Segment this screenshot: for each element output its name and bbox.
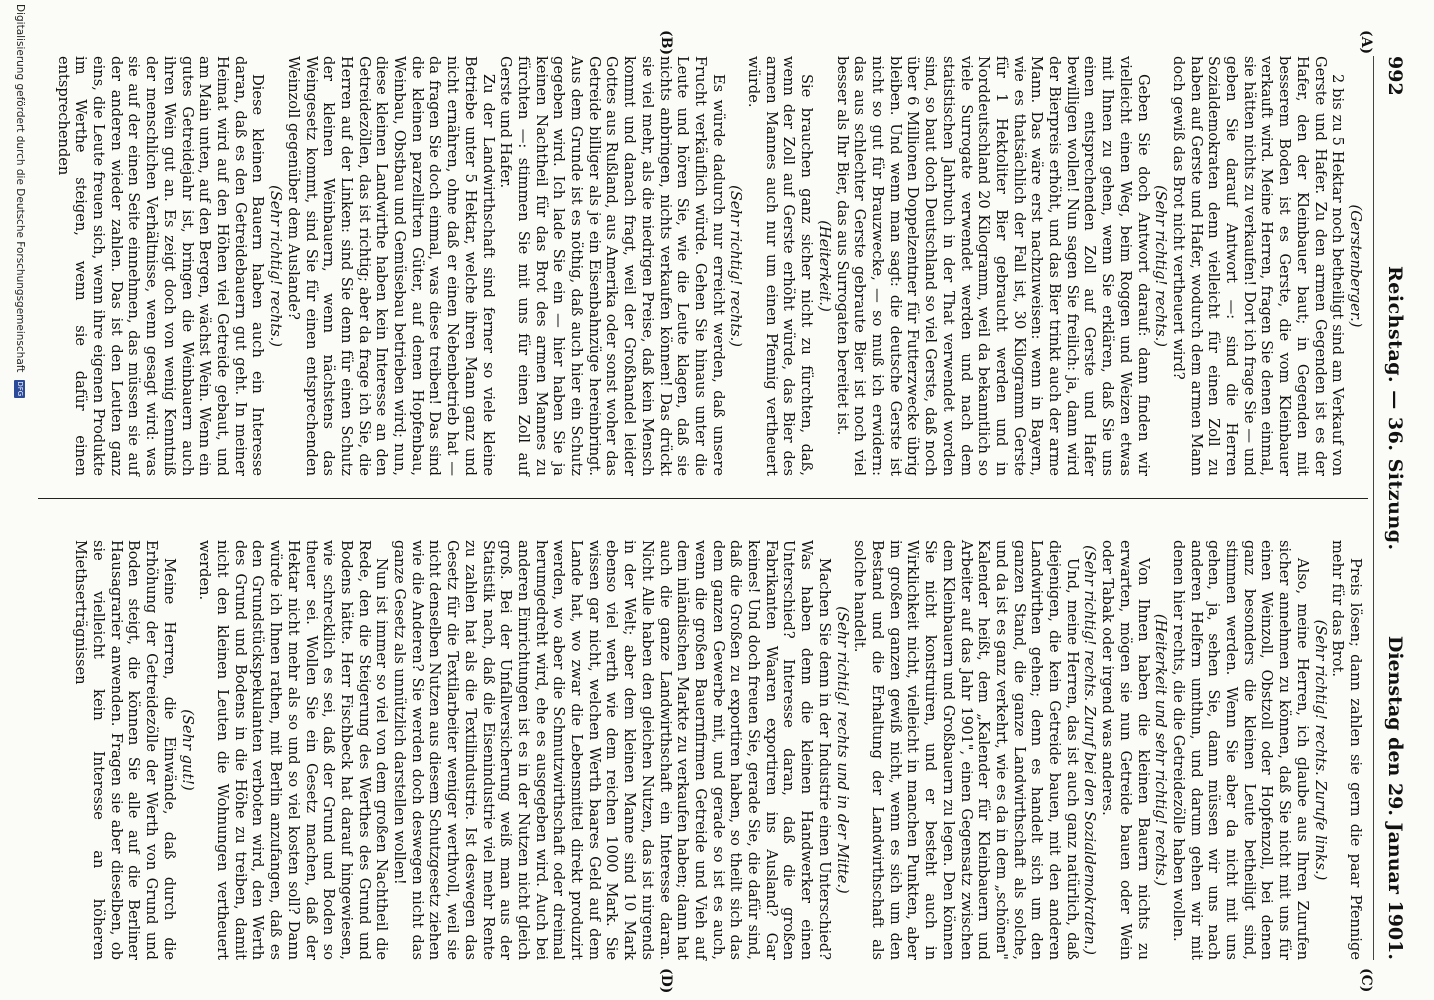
interjection: (Sehr richtig! rechts. Zuruf bei den Sozialdemokraten.) bbox=[1081, 545, 1099, 955]
dfg-logo-icon: DFG bbox=[16, 381, 25, 397]
paragraph: Preis lösen; dann zahlen sie gern die paar Pfennige mehr für das Brot. bbox=[1329, 540, 1364, 960]
page-header bbox=[1376, 56, 1410, 960]
interjection: (Heiterkeit und sehr richtig! rechts.) bbox=[1152, 613, 1170, 887]
footer-credit bbox=[14, 4, 26, 398]
page-number: 992 bbox=[1384, 56, 1406, 96]
interjection: (Sehr richtig! rechts.) bbox=[267, 185, 285, 347]
interjection: (Sehr richtig! rechts.) bbox=[1152, 185, 1170, 347]
paragraph: Machen Sie denn in der Industrie einen Unterschied? Was haben denn die kleinen Handwerker einen Unterschied? Interesse daran, daß die großen Fabrikanten Waaren exportiren ins Ausland? Gar keines! Und doch freuen Sie, gerade Sie, die dafür sind, daß die Großen zu exportiren haben, so theilt sich das dem ganzen Gewerbe mit, und gerade so ist es auch, wenn die großen Bauernfirmen Getreide und Vieh auf dem inländischen Markte zu verkaufen haben; dann hat auch die ganze Landwirthschaft ein Interesse daran. Nicht Alle haben den gleichen Nutzen, das ist nirgends in der Welt; aber dem kleinen Manne sind 10 Mark ebenso viel werth wie dem reichen 1000 Mark. Sie wissen gar nicht, welchen Werth baares Geld auf dem Lande hat, wo zwar die Lebensmittel direkt produzirt werden, wo aber die Schmutzwirthschaft oder dreimal herumgedreht wird, ehe es ausgegeben wird. Auch bei anderen Einrichtungen ist es in der Nutzen nicht gleich groß. Bei der Unfallversicherung weiß man aus der Statistik nach, daß die Eisenindustrie viel mehr Rente zu zahlen hat als die Textilindustrie. Ist deswegen das Gesetz für die Textilarbeiter weniger werthvoll, weil sie nicht denselben Nutzen aus diesem Schutzgesetz ziehen wie die Anderen? Sie werden doch deswegen nicht das ganze Gesetz als unnützlich darstellen wollen! bbox=[391, 540, 833, 960]
paragraph: Sie brauchen ganz sicher nicht zu fürchten, daß, wenn der Zoll auf Gerste erhöht würde, das Bier des armen Mannes auch nur um einen Pfennig vertheuert würde. bbox=[745, 56, 816, 476]
right-text-column bbox=[72, 540, 1364, 960]
paragraph: Also, meine Herren, ich glaube aus Ihren Zurufen sicher annehmen zu können, daß Sie nicht mit uns für einen Weinzoll, Obstzoll oder Hopfenzoll, bei denen ganz besonders die kleinen Leute betheiligt sind, stimmen werden. Wenn Sie aber da nicht mit uns gehen, ja, sehen Sie, dann müssen wir uns nach anderen Helfern umthun, und darum gehen wir mit denen hier rechts, die die Getreidezölle haben wollen. bbox=[1169, 540, 1311, 960]
paragraph: Von Ihnen haben die kleinen Bauern nichts zu erwarten, mögen sie nun Getreide bauen oder Wein oder Tabak oder irgend was anderes. bbox=[1099, 540, 1152, 960]
interjection: (Sehr richtig! rechts. Zurufe links.) bbox=[1311, 619, 1329, 881]
interjection: (Sehr gut!) bbox=[178, 709, 196, 791]
paragraph: Nun ist immer so viel von dem großen Nachtheil die Rede, den die Steigerung des Werthes des Grund und Bodens hätte. Herr Fischbeck hat darauf hingewiesen, wie schrecklich es sei, daß der Grund und Boden so theuer sei. Wollen Sie ein Gesetz machen, daß der Hektar nicht mehr als so und so viel kosten soll? Dann würde ich Ihnen rathen, mit Berlin anzufangen, daß es den Grundstückspekulanten verboten wird, den Werth des Grund und Bodens in die Höhe zu treiben, damit nicht den kleinen Leuten die Wohnungen vertheuert werden. bbox=[196, 540, 391, 960]
footer-text: Digitalisierung gefördert durch die Deutsche Forschungsgemeinschaft bbox=[14, 4, 26, 373]
paragraph: Diese kleinen Bauern haben auch ein Interesse daran, daß es den Getreidebauern gut geht. In meiner Heimat wird auf den Höhen viel Getreide gebaut, und am Main unten, auf den Bergen, wächst Wein. Wenn ein gutes Getreidejahr ist, bringen die Weinbauern auch ihren Wein gut an. Es zeigt doch von wenig Kenntniß der menschlichen Verhältnisse, wenn gesagt wird: was sie auf der einen Seite einnehmen, das müssen sie auf der anderen wieder zahlen. Das ist den Leuten ganz eins, die Leute freuen sich, wenn ihre eigenen Produkte im Werthe steigen, wenn sie dafür einen entsprechenden bbox=[54, 56, 267, 476]
interjection: (Sehr richtig! rechts.) bbox=[727, 185, 745, 347]
header-rule bbox=[1373, 56, 1374, 960]
margin-marker-a: (A) bbox=[1358, 30, 1374, 55]
column-divider bbox=[38, 498, 1368, 499]
paragraph: Es würde dadurch nur erreicht werden, daß unsere Frucht verkäuflich würde. Gehen Sie hinaus unter die Leute und hören Sie, wie die Leute klagen, daß sie nichts anbringen, nichts verkaufen können! Das drückt sie viel mehr, als die niedrigen Preise, daß kein Mensch kommt und danach fragt, weil der Großhandel leider Gottes aus Rußland, aus Amerika oder sonst woher das Getreide billiger als je ein Eisenbahnzüge hereinbringt. Aus dem Grunde ist es nöthig, daß auch hier ein Schutz gegeben wird. Ich lade Sie ein — hier haben Sie ja keinen Nachtheil für das Brot des armen Mannes zu fürchten —: stimmen Sie mit uns für einen Zoll auf Gerste und Hafer. bbox=[497, 56, 727, 476]
margin-marker-d: (D) bbox=[658, 968, 674, 994]
interjection: (Sehr richtig! rechts und in der Mitte.) bbox=[833, 606, 851, 894]
paragraph: Zu der Landwirthschaft sind ferner so viele kleine Betriebe unter 5 Hektar, welche ihren Mann ganz und nicht ernähren, ohne daß er einen Nebenbetrieb hat — da fragen Sie doch einmal, was diese treiben! Das sind die kleinen parzellirten Güter, auf denen Hopfenbau, Weinbau, Obstbau und Gemüsebau betrieben wird; nun, diese kleinen Landwirthe haben kein Interesse an den Getreidezöllen, das ist richtig; aber da frage ich Sie, die Herren auf der Linken: sind Sie denn für einen Schutz der kleinen Weinbauern, wenn nächstens das Weingesetz kommt, sind Sie für einen entsprechenden Weinzoll gegenüber dem Auslande? bbox=[284, 56, 497, 476]
margin-marker-c: (C) bbox=[1358, 968, 1374, 993]
page-title: Reichstag. — 36. Sitzung. bbox=[1384, 266, 1406, 551]
paragraph: 2 bis zu 5 Hektar noch betheiligt sind am Verkauf von Gerste und Hafer. Zu den armen Gegenden ist es der Hafer, den der Kleinbauer baut; in Gegenden mit besserem Boden ist es Gerste, die vom Kleinbauer verkauft wird. Meine Herren, fragen Sie denen einmal, sie hätten nichts zu verkaufen! Dort ich frage Sie — und geben Sie darauf Antwort —: sind die Herren Sozialdemokraten denn vielleicht für einen Zoll zu haben auf Gerste und Hafer, wodurch dem armen Mann doch gewiß das Brot nicht vertheuert wird? bbox=[1169, 56, 1347, 476]
left-text-column bbox=[54, 56, 1364, 476]
interjection: (Gerstenberger.) bbox=[1347, 204, 1364, 328]
paragraph: Meine Herren, die Einwände, daß durch die Erhöhung der Getreidezölle der Werth von Grund und Boden steigt, die können Sie alle auf die Berliner Hausagrarier anwenden. Fragen sie aber dieselben, ob sie vielleicht kein Interesse an höheren Miethserträgnissen bbox=[72, 540, 178, 960]
interjection: (Heiterkeit.) bbox=[815, 220, 833, 312]
session-date: Dienstag den 29. Januar 1901. bbox=[1384, 635, 1406, 960]
paragraph: Und, meine Herren, das ist auch ganz natürlich, daß diejenigen, die kein Getreide bauen, mit den anderen Landwirthen gehen; denn es handelt sich um den ganzen Stand, die ganze Landwirthschaft als solche, und da ist es ganz verkehrt, wie es da in dem „schönen" Kalender heißt, dem „Kalender für Kleinbauern und Arbeiter auf das Jahr 1901", einen Gegensatz zwischen dem Kleinbauern und Großbauern zu legen. Den können Sie nicht konstruiren, und er besteht auch in Wirklichkeit nicht, vielleicht in manchen Punkten, aber im großen ganzen gewiß nicht, wenn es sich um den Bestand und die Erhaltung der Landwirthschaft als solche handelt. bbox=[851, 540, 1081, 960]
margin-marker-b: (B) bbox=[658, 30, 674, 56]
paragraph: Geben Sie doch Antwort darauf: dann finden wir vielleicht einen Weg, beim Roggen und Weizen etwas mit Ihnen zu gehen, wenn Sie erklären, daß Sie uns einen entsprechenden Zoll auf Gerste und Hafer bewilligen wollen! Nun sagen Sie freilich: ja, dann wird der Bierpreis erhöht, und das Bier trinkt auch der arme Mann. Das wäre erst nachzuweisen: wenn in Bayern, wie es thatsächlich der Fall ist, 30 Kilogramm Gerste für 1 Hektoliter Bier gebraucht werden und in Norddeutschland 20 Kilogramm, weil da bekanntlich so viele Surrogate verwendet werden und nach dem statistischen Jahrbuch in der That verwendet worden sind, so baut doch Deutschland so viel Gerste, daß noch über 6 Millionen Doppelzentner für Futterzwecke übrig bleiben. Und wenn man sagt: die deutsche Gerste ist nicht so gut für Brauzwecke, — so muß ich erwidern: das aus schlechter Gerste gebraute Bier ist noch viel besser als Ihr Bier, das aus Surrogaten bereitet ist. bbox=[833, 56, 1152, 476]
